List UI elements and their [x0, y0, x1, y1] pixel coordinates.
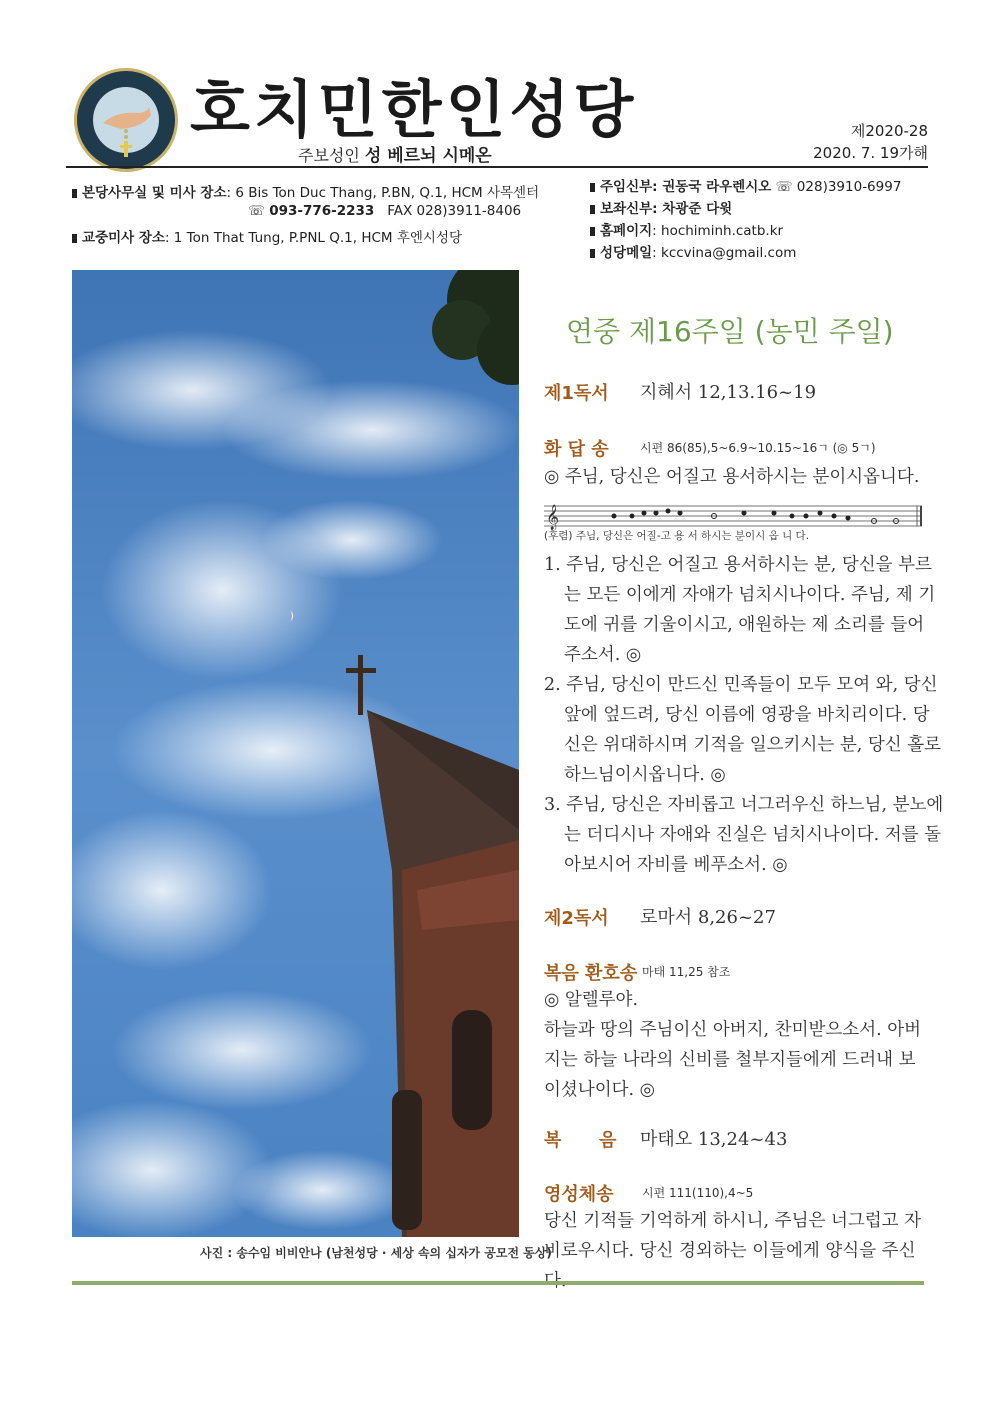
- mass-info: [72, 226, 462, 246]
- pastor-label: 주임신부: [600, 179, 653, 195]
- assistant-value: : 차광준 다윗: [652, 201, 733, 217]
- communion-ref: 시편 111(110),4~5: [642, 1186, 754, 1200]
- mass-label: 교중미사 장소: [82, 230, 165, 246]
- gospel-label: 복 음: [544, 1130, 617, 1151]
- assistant-info: [590, 197, 732, 217]
- psalm-verse-1: 1. 주님, 당신은 어질고 용서하시는 분, 당신을 부르는 모든 이에게 자애가 넘치시나이다. 주님, 제 기도에 귀를 기울이시고, 애원하는 제 소리를 들어 주소서. ◎: [544, 555, 936, 665]
- office-fax: FAX 028)3911-8406: [387, 203, 522, 219]
- communion-text: 당신 기적들 기억하게 하시니, 주님은 너그럽고 자비로우시다. 당신 경외하는 이들에게 양식을 주신: [544, 1211, 922, 1261]
- office-phone: 093-776-2233: [269, 203, 375, 219]
- pastor-info: [590, 175, 901, 195]
- communion-label: 영성체송: [544, 1184, 614, 1205]
- reading2-ref: 로마서 8,26~27: [640, 907, 776, 928]
- contact-info: [248, 203, 521, 219]
- svg-text:𝄞: 𝄞: [546, 505, 560, 530]
- alleluia-ref: 마태 11,25 참조: [642, 965, 731, 979]
- office-label: 본당사무실 및 미사 장소: [82, 185, 227, 201]
- parish-logo: [74, 68, 178, 172]
- assistant-label: 보좌신부: [600, 201, 653, 217]
- pastor-value: : 권동국 라우렌시오: [652, 179, 772, 195]
- patron-saint: [298, 141, 492, 166]
- homepage-info: [590, 219, 783, 239]
- psalm-response: ◎ 주님, 당신은 어질고 용서하시는 분이시옵니다.: [544, 467, 920, 487]
- alleluia-label: 복음 환호송: [544, 963, 638, 984]
- psalm-ref: 시편 86(85),5~6.9~10.15~16ㄱ (◎ 5ㄱ): [640, 441, 876, 455]
- footer-divider: [72, 1281, 924, 1285]
- email-label: 성당메일: [600, 245, 653, 261]
- phone-icon: ☏: [775, 179, 793, 195]
- homepage-link[interactable]: : hochiminh.catb.kr: [652, 223, 784, 239]
- reading1-ref: 지혜서 12,13.16~19: [640, 382, 817, 403]
- photo-caption: 사진 : 송수임 비비안나 (남천성당 · 세상 속의 십자가 공모전 동상): [200, 1246, 552, 1260]
- homepage-label: 홈페이지: [600, 223, 653, 239]
- pastor-phone: 028)3910-6997: [796, 179, 902, 195]
- patron-name: 성 베르뇌 시메온: [364, 146, 492, 166]
- issue-number: 제2020-28: [850, 122, 928, 140]
- sunday-title: 연중 제16주일 (농민 주일): [566, 315, 894, 348]
- reading2-label: 제2독서: [544, 908, 609, 929]
- parish-title: 호치민한인성당: [190, 73, 638, 146]
- header-divider: [66, 166, 928, 168]
- phone-icon: ☏: [248, 203, 265, 219]
- alleluia-line: ◎ 알렐루야.: [544, 990, 639, 1010]
- office-value: : 6 Bis Ton Duc Thang, P.BN, Q.1, HCM 사목센터: [226, 185, 540, 201]
- psalm-verse-3: 3. 주님, 당신은 자비롭고 너그러우신 하느님, 분노에는 더디시나 자애와 진실은 넘치시나이다. 저를 돌아보시어 자비를 베푸소서. ◎: [544, 795, 944, 875]
- email-link[interactable]: : kccvina@gmail.com: [652, 245, 797, 261]
- issue-info: [813, 120, 928, 164]
- music-lyrics: (후렴) 주님, 당신은 어질-고 용 서 하시는 분이시 옵 니 다.: [544, 530, 810, 542]
- issue-date: 2020. 7. 19가해: [813, 144, 928, 162]
- gospel-ref: 마태오 13,24~43: [640, 1129, 788, 1150]
- psalm-verse-2: 2. 주님, 당신이 만드신 민족들이 모두 모여 와, 당신 앞에 엎드려, 당신 이름에 영광을 바치리이다. 당신은 위대하시며 기적을 일으키시는 분, 당신 홀로 하느님이시옵니다. ◎: [544, 675, 942, 785]
- mass-value: : 1 Ton That Tung, P.PNL Q.1, HCM 후엔시성당: [164, 230, 463, 246]
- psalm-label: 화 답 송: [544, 439, 609, 460]
- reading1-label: 제1독서: [544, 383, 609, 404]
- alleluia-text: 하늘과 땅의 주님이신 아버지, 찬미받으소서. 아버지는 하늘 나라의 신비를 철부지들에게 드러내 보이셨나이다. ◎: [544, 1020, 922, 1100]
- cover-photo: [72, 270, 519, 1237]
- patron-prefix: 주보성인: [298, 146, 360, 165]
- office-info: [72, 181, 539, 201]
- psalm-music-staff: [544, 502, 922, 542]
- email-info: [590, 241, 796, 261]
